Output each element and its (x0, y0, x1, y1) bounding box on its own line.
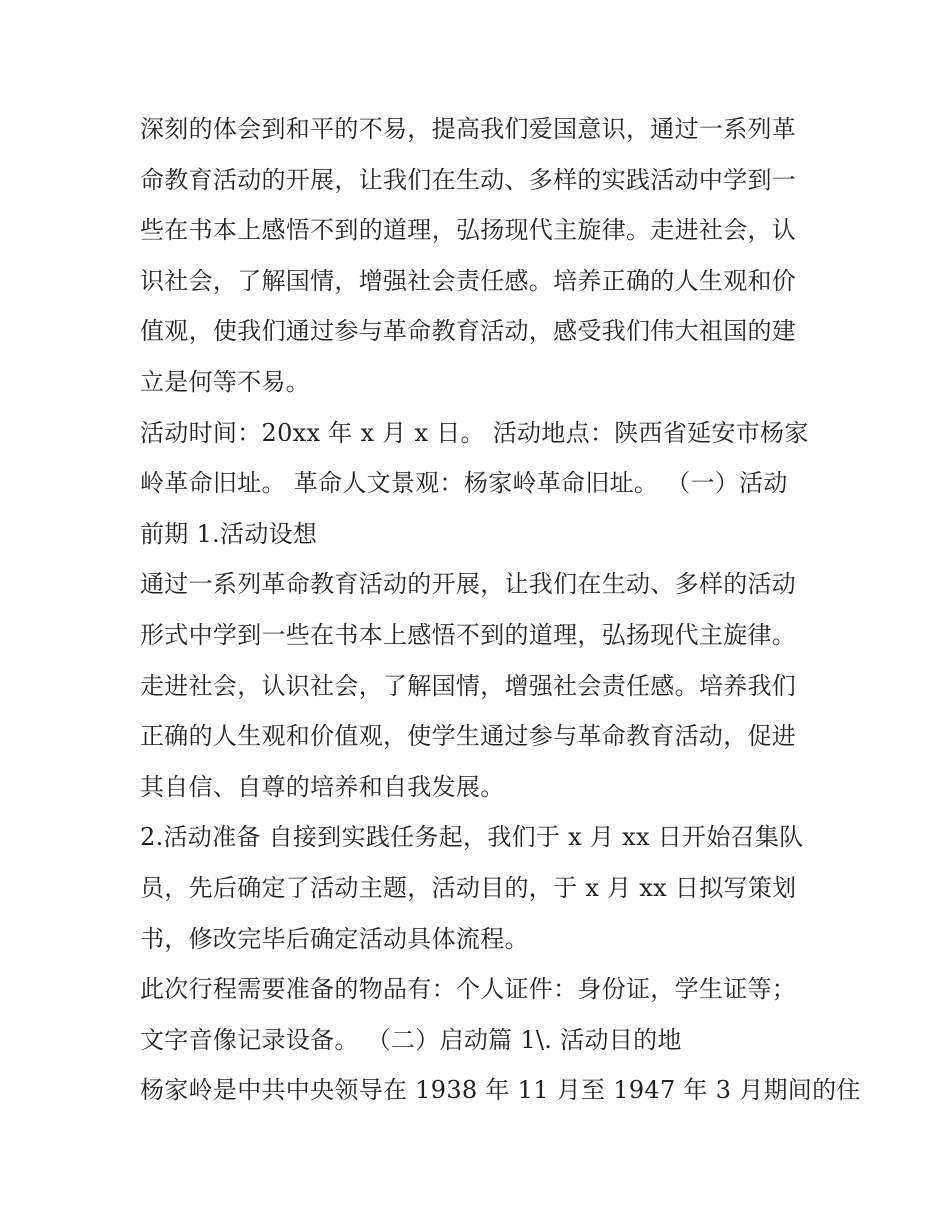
text-line: 前期 1.活动设想 (140, 519, 318, 548)
text-line: 通过一系列革命教育活动的开展，让我们在生动、多样的活动 (140, 570, 797, 599)
text-line: 深刻的体会到和平的不易，提高我们爱国意识，通过一系列革 (140, 115, 797, 143)
text-line: 员，先后确定了活动主题，活动目的，于 x 月 xx 日拟写策划 (140, 873, 797, 902)
text-line: 2.活动准备 自接到实践任务起，我们于 x 月 xx 日开始召集队 (140, 823, 804, 852)
body-text (140, 104, 861, 1116)
text-line: 文字音像记录设备。 （二）启动篇 1\. 活动目的地 (140, 1025, 682, 1054)
text-line: 值观，使我们通过参与革命教育活动，感受我们伟大祖国的建 (140, 317, 797, 346)
text-line: 活动时间：20xx 年 x 月 x 日。 活动地点：陕西省延安市杨家 (140, 418, 809, 447)
text-line: 识社会，了解国情，增强社会责任感。培养正确的人生观和价 (140, 266, 797, 295)
text-line: 正确的人生观和价值观，使学生通过参与革命教育活动，促进 (140, 722, 797, 751)
text-line: 命教育活动的开展，让我们在生动、多样的实践活动中学到一 (140, 165, 797, 194)
text-line: 书，修改完毕后确定活动具体流程。 (140, 924, 529, 953)
text-line: 立是何等不易。 (140, 367, 311, 396)
text-line: 岭革命旧址。 革命人文景观：杨家岭革命旧址。 （一）活动 (140, 469, 788, 498)
text-line: 走进社会，认识社会，了解国情，增强社会责任感。培养我们 (140, 671, 797, 700)
text-line: 此次行程需要准备的物品有：个人证件：身份证，学生证等； (140, 975, 797, 1004)
text-line: 杨家岭是中共中央领导在 1938 年 11 月至 1947 年 3 月期间的住 (140, 1076, 861, 1105)
text-line: 形式中学到一些在书本上感悟不到的道理，弘扬现代主旋律。 (140, 620, 797, 649)
text-line: 些在书本上感悟不到的道理，弘扬现代主旋律。走进社会，认 (140, 216, 797, 245)
text-line: 其自信、自尊的培养和自我发展。 (140, 772, 505, 801)
